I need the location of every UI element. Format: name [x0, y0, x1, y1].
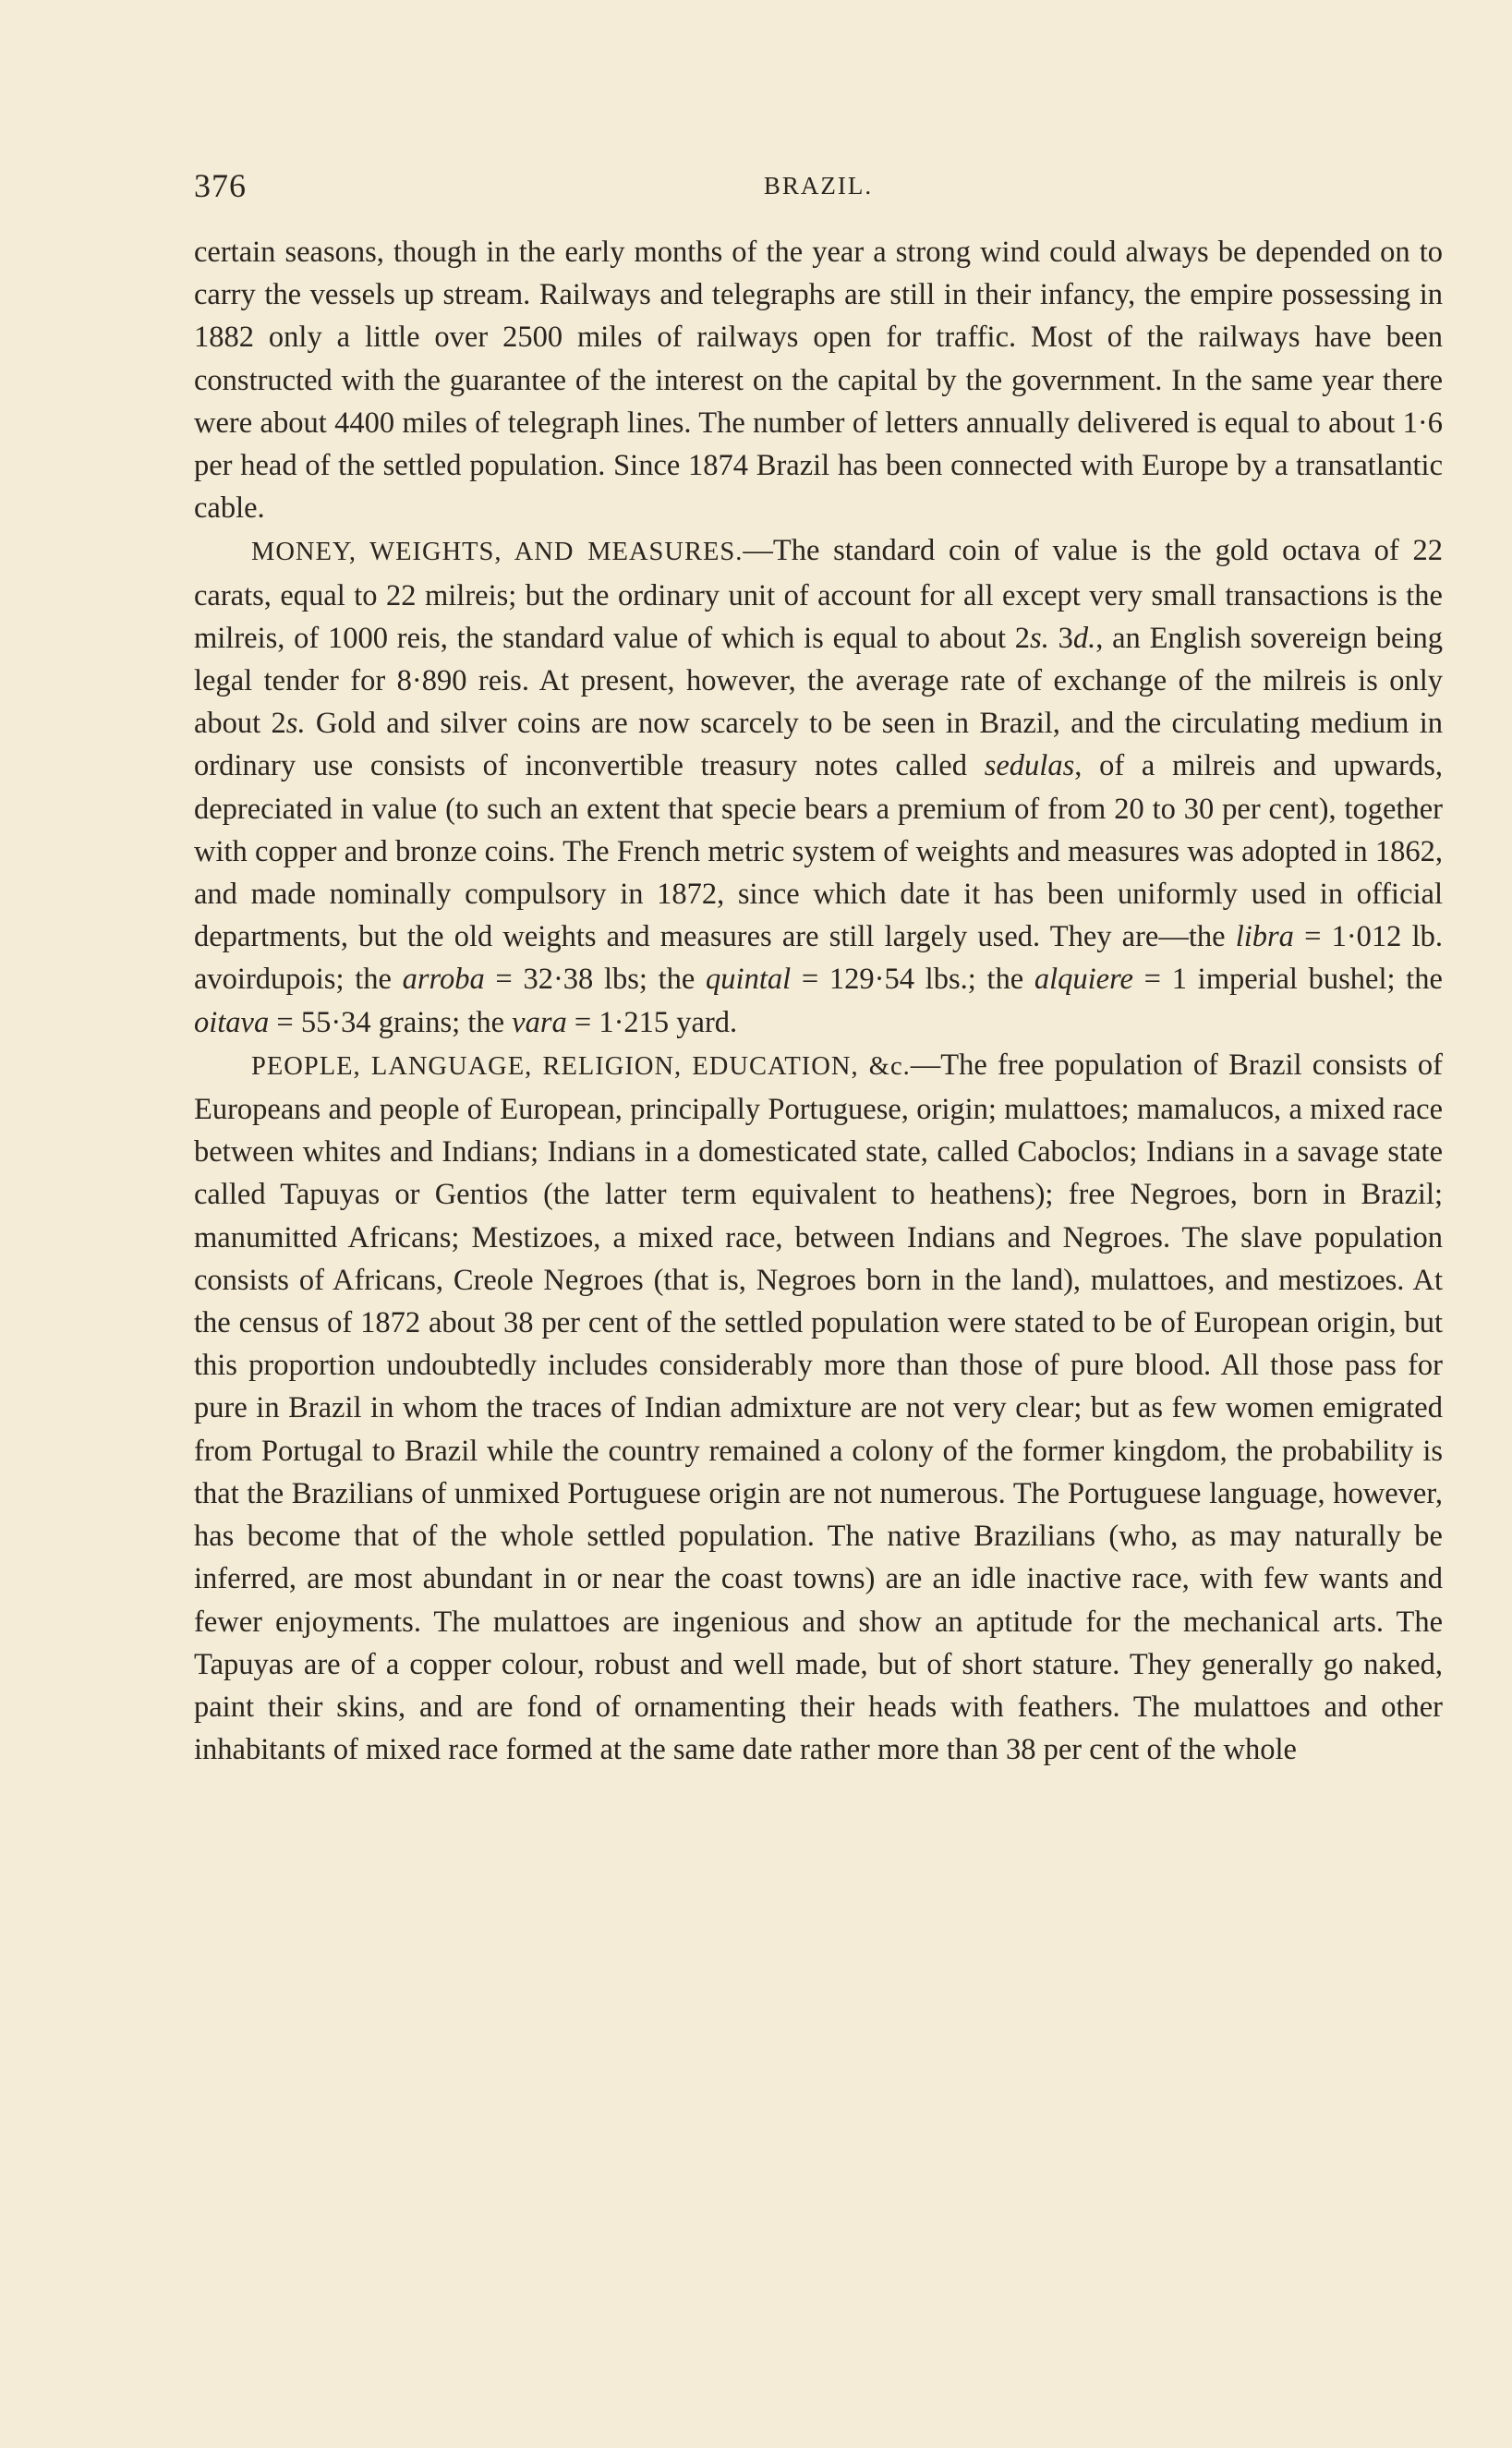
running-title: BRAZIL. [763, 172, 874, 200]
italic-term-quintal: quintal [706, 963, 792, 997]
italic-run: d. [1072, 621, 1096, 655]
paragraph-people-language [194, 1044, 1443, 1771]
paragraph-money-weights-measures [194, 529, 1443, 1043]
text-run: 3 [1048, 621, 1073, 655]
text-run: Gold and silver coins are now scarcely to be seen in Brazil, and the circulating medium in ordinary use consists of inconvertible treasury notes called [194, 707, 1443, 783]
italic-run: s. [285, 707, 306, 741]
text-run: —The free population of Brazil consists of Europeans and people of European, principally Portuguese, origin; mulattoes; mamalucos, a mixed race between whites and Indians; Indians in a domesticated state, called Caboclos; Indians in a savage state called Tapuyas or Gentios (the latter term equivalent to heathens); free Negroes, born in Brazil; manumitted Africans; Mestizoes, a mixed race, between Indians and Negroes. The slave population consists of Africans, Creole Negroes (that is, Negroes born in the land), mulattoes, and mestizoes. At the census of 1872 about 38 per cent of the settled population were stated to be of European origin, but this proportion undoubtedly includes considerably more than those of pure blood. All those pass for pure in Brazil in whom the traces of Indian admixture are not very clear; but as few women emigrated from Portugal to Brazil while the country remained a colony of the former kingdom, the probability is that the Brazilians of unmixed Portuguese origin are not numerous. The Portuguese language, however, has become that of the whole settled population. The native Brazilians (who, as may naturally be inferred, are most abundant in or near the coast towns) are an idle inactive race, with few wants and fewer enjoyments. The mulattoes are ingenious and show an aptitude for the mechanical arts. The Tapuyas are of a copper colour, robust and well made, but of short stature. They generally go naked, paint their skins, and are fond of ornamenting their heads with feathers. The mulattoes and other inhabitants of mixed race formed at the same date rather more than 38 per cent of the whole [194, 1048, 1443, 1767]
text-run: = 1·012 lb. avoirdupois; the [194, 920, 1443, 997]
text-run: , of a milreis and upwards, depreciated in value (to such an extent that specie bears a premium of from 20 to 30 per cent), together with copper and bronze coins. The French metric system of weights and measures was adopted in 1862, and made nominally compulsory in 1872, since which date it has been uniformly used in official departments, but the old weights and measures are still largely used. They are—the [194, 749, 1443, 954]
italic-term-oitava: oitava [194, 1005, 270, 1039]
running-head [194, 166, 1443, 211]
italic-term-libra: libra [1235, 920, 1294, 954]
text-run: , an English sovereign being legal tender for 8·890 reis. At present, however, the average rate of exchange of the milreis is only about 2 [194, 621, 1443, 741]
text-run: = 1 imperial bushel; the [1132, 963, 1443, 997]
text-run: = 32·38 lbs; the [484, 963, 707, 997]
italic-term-vara: vara [512, 1005, 567, 1039]
italic-run: s. [1030, 621, 1049, 655]
italic-term-sedulas: sedulas [984, 749, 1075, 783]
italic-term-alquiere: alquiere [1034, 963, 1133, 997]
paragraph-railways: certain seasons, though in the early months of the year a strong wind could always be depended on to carry the vessels up stream. Railways and telegraphs are still in their infancy, the empire possessing in 1882 only a little over 2500 miles of railways open for traffic. Most of the railways have been constructed with the guarantee of the interest on the capital by the government. In the same year there were about 4400 miles of telegraph lines. The number of letters annually delivered is equal to about 1·6 per head of the settled population. Since 1874 Brazil has been connected with Europe by a transatlantic cable. [194, 236, 1443, 526]
section-heading-money: MONEY, WEIGHTS, AND MEASURES. [251, 538, 744, 567]
text-run: = 1·215 yard. [566, 1005, 738, 1039]
section-heading-people: PEOPLE, LANGUAGE, RELIGION, EDUCATION, &c. [251, 1051, 911, 1081]
text-run: = 55·34 grains; the [269, 1005, 513, 1039]
body-text [194, 231, 1443, 1771]
page-number: 376 [194, 167, 247, 204]
text-run: —The standard coin of value is the gold octava of 22 carats, equal to 22 milreis; but the ordinary unit of account for all except very small transactions is the milreis, of 1000 reis, the standard value of which is equal to about 2 [194, 534, 1443, 655]
italic-term-arroba: arroba [402, 963, 485, 997]
text-run: = 129·54 lbs.; the [791, 963, 1034, 997]
